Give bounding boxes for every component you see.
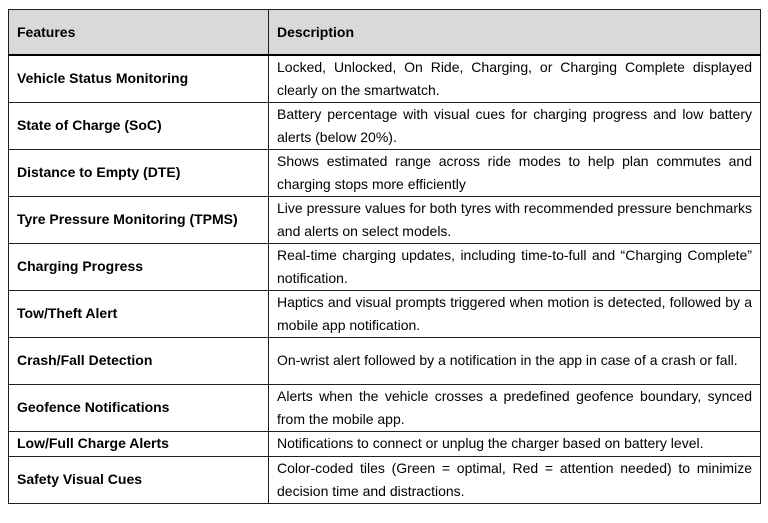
table-row <box>9 431 761 456</box>
feature-cell: State of Charge (SoC) <box>9 102 269 149</box>
header-features: Features <box>9 10 269 55</box>
feature-cell: Geofence Notifications <box>9 384 269 431</box>
header-row <box>9 10 761 55</box>
table-row <box>9 290 761 337</box>
table-row <box>9 102 761 149</box>
description-cell: On-wrist alert followed by a notification in the app in case of a crash or fall. <box>269 337 761 384</box>
feature-cell: Distance to Empty (DTE) <box>9 149 269 196</box>
feature-cell: Crash/Fall Detection <box>9 337 269 384</box>
table-row <box>9 243 761 290</box>
feature-cell: Tyre Pressure Monitoring (TPMS) <box>9 196 269 243</box>
table-header <box>9 10 761 55</box>
description-cell: Color-coded tiles (Green = optimal, Red = attention needed) to minimize decision time and distractions. <box>269 456 761 503</box>
feature-cell: Low/Full Charge Alerts <box>9 431 269 456</box>
table-row <box>9 196 761 243</box>
feature-cell: Tow/Theft Alert <box>9 290 269 337</box>
feature-cell: Vehicle Status Monitoring <box>9 55 269 103</box>
description-cell: Notifications to connect or unplug the charger based on battery level. <box>269 431 761 456</box>
description-cell: Haptics and visual prompts triggered when motion is detected, followed by a mobile app notification. <box>269 290 761 337</box>
feature-cell: Charging Progress <box>9 243 269 290</box>
table-row <box>9 337 761 384</box>
header-description: Description <box>269 10 761 55</box>
table-body <box>9 55 761 504</box>
features-table <box>8 9 761 504</box>
description-cell: Shows estimated range across ride modes to help plan commutes and charging stops more efficiently <box>269 149 761 196</box>
table-row <box>9 55 761 103</box>
table-row <box>9 149 761 196</box>
description-cell: Alerts when the vehicle crosses a predefined geofence boundary, synced from the mobile app. <box>269 384 761 431</box>
table-row <box>9 384 761 431</box>
description-cell: Live pressure values for both tyres with recommended pressure benchmarks and alerts on select models. <box>269 196 761 243</box>
table-row <box>9 456 761 503</box>
description-cell: Locked, Unlocked, On Ride, Charging, or Charging Complete displayed clearly on the smartwatch. <box>269 55 761 103</box>
feature-cell: Safety Visual Cues <box>9 456 269 503</box>
description-cell: Real-time charging updates, including time-to-full and “Charging Complete” notification. <box>269 243 761 290</box>
description-cell: Battery percentage with visual cues for charging progress and low battery alerts (below 20%). <box>269 102 761 149</box>
